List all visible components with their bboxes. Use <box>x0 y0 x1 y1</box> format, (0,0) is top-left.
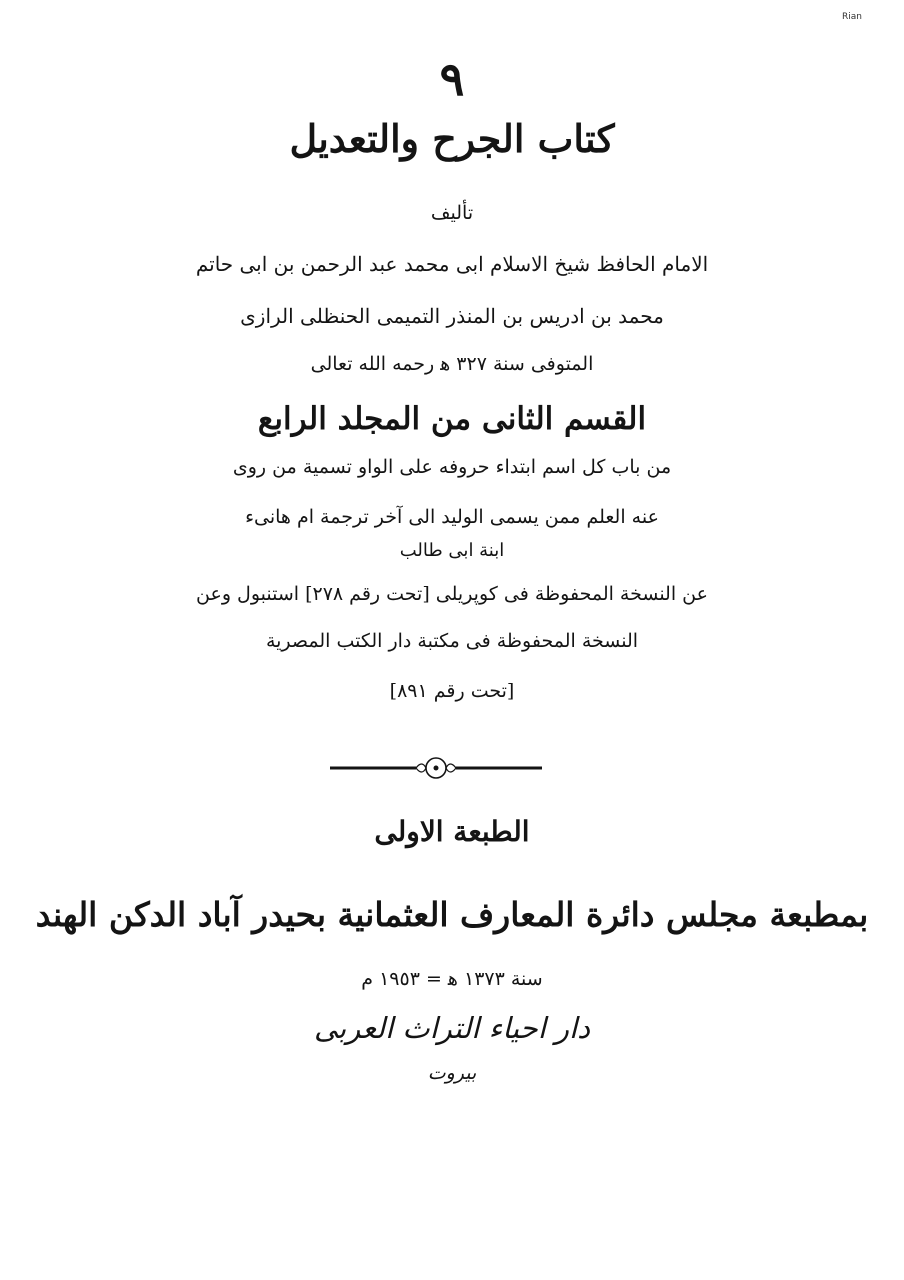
publisher-calligraphy: بمطبعة مجلس دائرة المعارف العثمانية بحيدر آباد الدكن الهند <box>35 895 869 934</box>
book-title: كتاب الجرح والتعديل <box>289 116 615 161</box>
edition-label: الطبعة الاولى <box>374 815 530 848</box>
manuscript-source-line-2: النسخة المحفوظة فى مكتبة دار الكتب المصرية <box>265 630 639 652</box>
reprint-city: بيروت <box>427 1062 477 1084</box>
manuscript-number: [تحت رقم ٨٩١] <box>389 680 515 702</box>
part-title: القسم الثانى من المجلد الرابع <box>257 401 647 437</box>
manuscript-source-line-1: عن النسخة المحفوظة فى كوپريلى [تحت رقم ٢٧٨] استنبول وعن <box>196 583 708 605</box>
authored-by-label: تأليف <box>430 202 474 224</box>
author-death-line: المتوفى سنة ٣٢٧ ﻫ رحمه الله تعالى <box>310 353 594 375</box>
corner-mark: Rian <box>842 12 862 22</box>
volume-number: ٩ <box>439 52 465 106</box>
author-line-1: الامام الحافظ شيخ الاسلام ابى محمد عبد الرحمن بن ابى حاتم <box>195 252 709 276</box>
divider-ornament-icon <box>330 756 542 780</box>
publication-year: سنة ١٣٧٣ ﻫ = ١٩٥٣ م <box>361 968 543 990</box>
reprint-publisher: دار احياء التراث العربى <box>314 1011 590 1045</box>
author-line-2: محمد بن ادريس بن المنذر التميمى الحنظلى الرازى <box>240 304 664 328</box>
description-line-3: ابنة ابى طالب <box>399 540 505 561</box>
description-line-2: عنه العلم ممن يسمى الوليد الى آخر ترجمة ام هانىء <box>245 506 659 528</box>
description-line-1: من باب كل اسم ابتداء حروفه على الواو تسمية من روى <box>232 456 672 478</box>
